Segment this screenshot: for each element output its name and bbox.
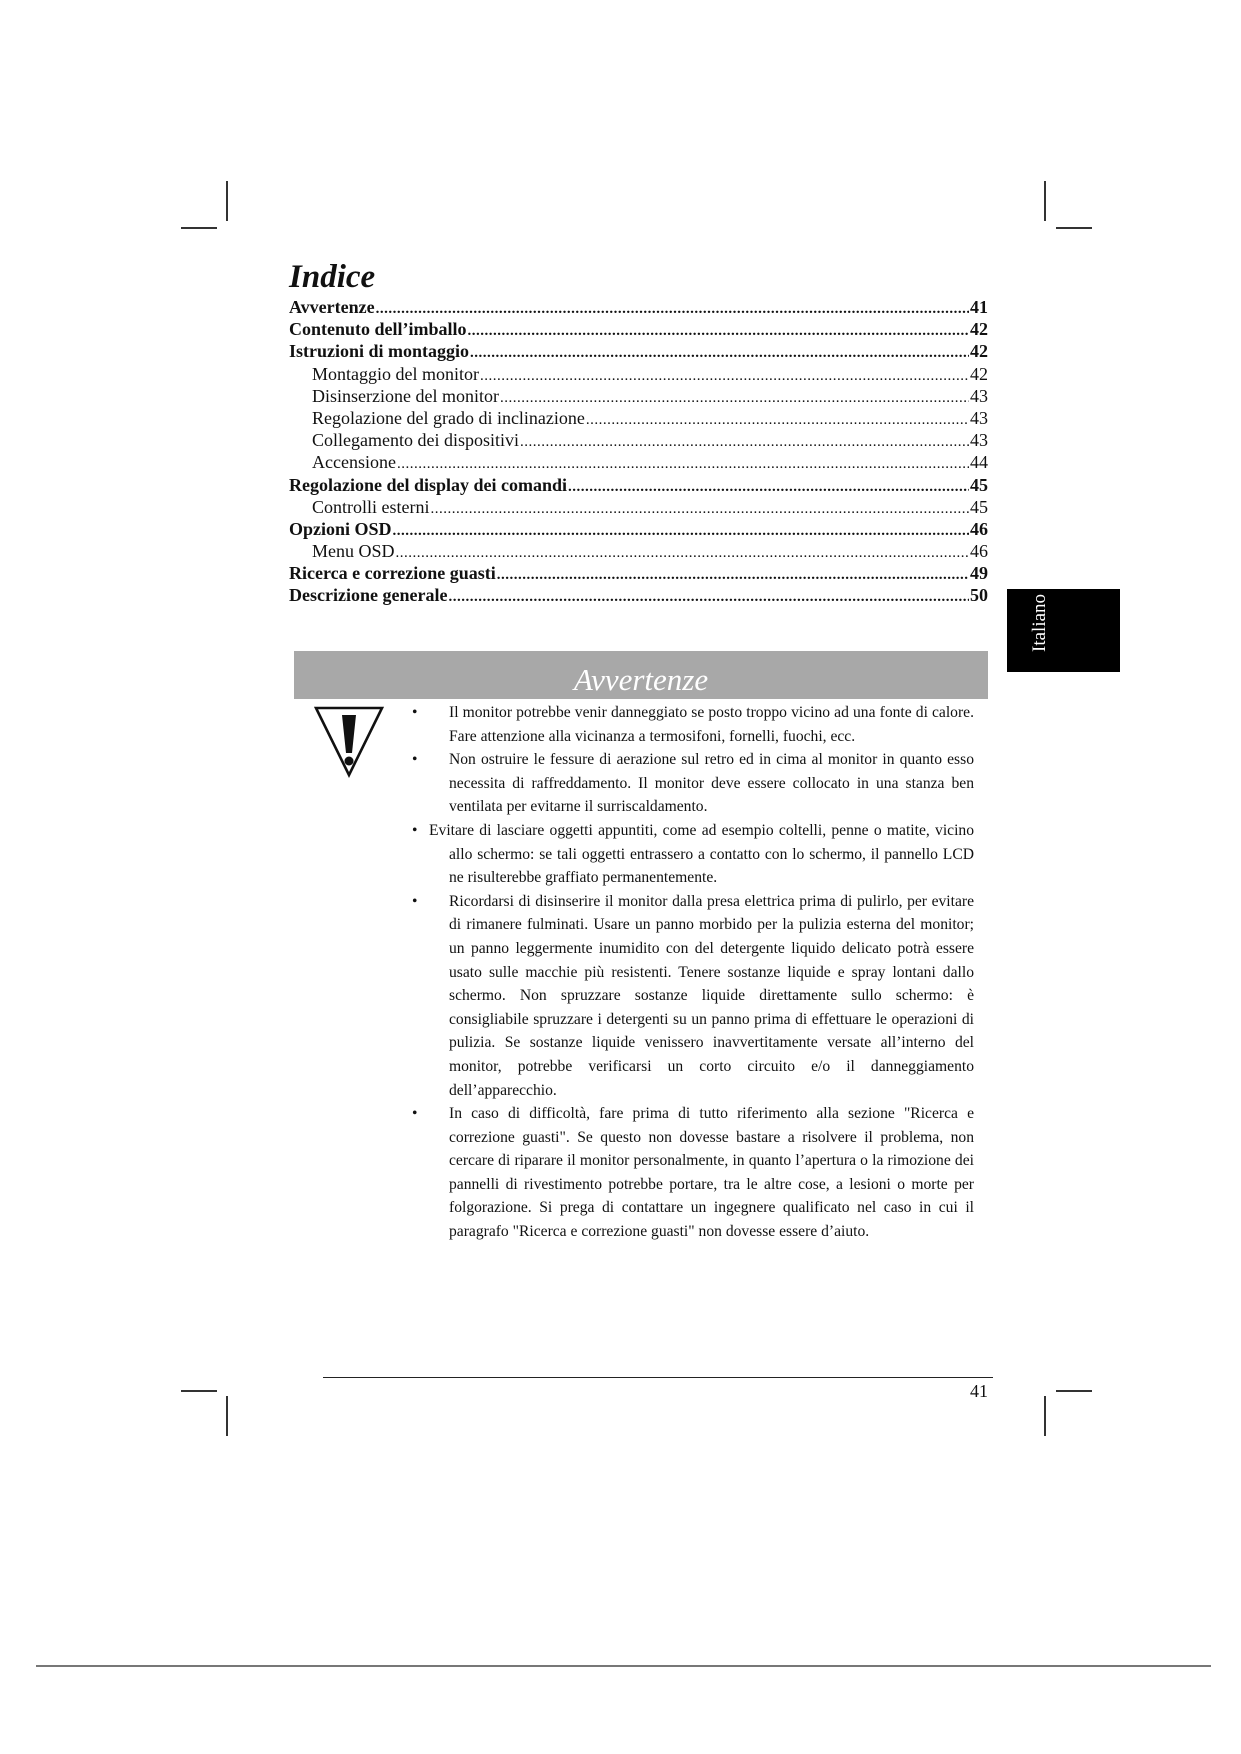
toc-entry-label: Montaggio del monitor [312, 363, 479, 384]
toc-leader [586, 409, 969, 431]
toc-entry-label: Descrizione generale [289, 585, 448, 606]
toc-entry-page: 49 [970, 563, 988, 584]
crop-mark [226, 1396, 228, 1436]
toc-entry[interactable] [289, 540, 988, 562]
toc-entry[interactable] [289, 407, 988, 429]
toc-entry[interactable] [289, 429, 988, 451]
toc-entry-page: 50 [970, 585, 988, 606]
page-number: 41 [970, 1381, 988, 1401]
toc-list [289, 296, 988, 607]
toc-leader [448, 586, 969, 608]
toc-leader [500, 387, 969, 409]
language-tab [1007, 589, 1120, 672]
toc-entry-page: 44 [970, 452, 988, 473]
toc-entry-page: 43 [970, 385, 988, 406]
toc-leader [430, 498, 969, 520]
toc-entry-page: 41 [970, 297, 988, 317]
crop-mark [1056, 1390, 1092, 1392]
toc-entry-page: 42 [970, 363, 988, 384]
toc-entry[interactable] [289, 474, 988, 496]
crop-mark [181, 227, 217, 229]
toc-entry-page: 42 [970, 341, 988, 362]
toc-entry-page: 45 [970, 496, 988, 517]
toc-entry-label: Controlli esterni [312, 496, 430, 517]
crop-mark [1044, 1396, 1046, 1436]
toc-leader [568, 476, 969, 498]
warning-item: • In caso di difficoltà, fare prima di tutto riferimento alla sezione "Ricerca e correzione guasti". Se questo non dovesse bastare a risolvere il problema, non cercare di riparare il monitor personalmente, in quanto l’apertura o la rimozione dei pannelli di rivestimento potrebbe portare, tra le altre cose, a lesioni o morte per folgorazione. Si prega di contattare un ingegnere qualificato nel caso in cui il paragrafo "Ricerca e correzione guasti" non dovesse essere d’aiuto. [411, 1102, 974, 1244]
toc-entry-label: Contenuto dell’imballo [289, 319, 467, 340]
toc-leader [520, 431, 969, 453]
toc-entry[interactable] [289, 518, 988, 540]
warning-item: • Non ostruire le fessure di aerazione sul retro ed in cima al monitor in quanto esso necessita di raffreddamento. Il monitor deve essere collocato in una stanza ben ventilata per evitarne il surriscaldamento. [411, 748, 974, 819]
language-tab-label: Italiano [1029, 593, 1050, 652]
toc-entry-label: Opzioni OSD [289, 518, 392, 539]
toc-leader [396, 542, 969, 564]
warning-item: • Ricordarsi di disinserire il monitor dalla presa elettrica prima di pulirlo, per evitare di rimanere fulminati. Usare un panno morbido per la pulizia esterna del monitor; un panno leggermente inumidito con del detergente liquido delicato potrà essere usato sulle macchie più resistenti. Tenere sostanze liquide e spray lontani dallo schermo. Non spruzzare sostanze liquide direttamente sullo schermo: è consigliabile spruzzare i detergenti su un panno prima di effettuare le operazioni di pulizia. Se sostanze liquide venissero inavvertitamente versate all’interno del monitor, potrebbe verificarsi un corto circuito e/o il danneggiamento dell’apparecchio. [411, 890, 974, 1102]
toc-entry-label: Regolazione del display dei comandi [289, 474, 568, 495]
toc-entry-label: Collegamento dei dispositivi [312, 430, 519, 451]
toc-leader [497, 564, 969, 586]
warning-item: • Il monitor potrebbe venir danneggiato se posto troppo vicino ad una fonte di calore. Fare attenzione alla vicinanza a termosifoni, fornelli, fuochi, ecc. [411, 701, 974, 748]
toc-leader [480, 365, 969, 387]
toc-entry[interactable] [289, 562, 988, 584]
toc-entry[interactable] [289, 385, 988, 407]
crop-mark [1044, 181, 1046, 221]
toc-leader [397, 453, 969, 475]
crop-mark [226, 181, 228, 221]
toc-entry-page: 43 [970, 430, 988, 451]
toc-leader [470, 342, 969, 364]
toc-entry[interactable] [289, 363, 988, 385]
toc-entry-label: Regolazione del grado di inclinazione [312, 407, 585, 428]
page-bottom-rule [36, 1665, 1211, 1667]
toc-entry[interactable] [289, 340, 988, 362]
toc-entry-page: 42 [970, 319, 988, 340]
toc-leader [376, 298, 969, 320]
toc-entry-label: Menu OSD [312, 541, 395, 562]
toc-entry-label: Accensione [312, 452, 396, 473]
section-title: Avvertenze [573, 662, 709, 697]
toc-entry-page: 43 [970, 407, 988, 428]
toc-leader [468, 320, 969, 342]
toc-title: Indice [289, 259, 376, 295]
section-header [294, 651, 988, 699]
toc-entry-page: 45 [970, 474, 988, 495]
crop-mark [181, 1390, 217, 1392]
toc-entry-page: 46 [970, 518, 988, 539]
toc-entry-page: 46 [970, 541, 988, 562]
warning-triangle-icon [313, 705, 385, 779]
toc-entry[interactable] [289, 451, 988, 473]
toc-leader [393, 520, 969, 542]
toc-entry-label: Istruzioni di montaggio [289, 341, 470, 362]
toc-entry[interactable] [289, 584, 988, 606]
warning-list [411, 701, 974, 1244]
toc-entry-label: Avvertenze [289, 297, 375, 317]
toc-entry[interactable] [289, 496, 988, 518]
warning-item: • Evitare di lasciare oggetti appuntiti, come ad esempio coltelli, penne o matite, vicino allo schermo: se tali oggetti entrassero a contatto con lo schermo, il pannello LCD ne risulterebbe graffiato permanentemente. [411, 819, 974, 890]
toc-entry[interactable] [289, 296, 988, 318]
toc-entry-label: Ricerca e correzione guasti [289, 563, 496, 584]
toc-entry[interactable] [289, 318, 988, 340]
footer-rule [323, 1377, 993, 1378]
crop-mark [1056, 227, 1092, 229]
toc-entry-label: Disinserzione del monitor [312, 385, 499, 406]
